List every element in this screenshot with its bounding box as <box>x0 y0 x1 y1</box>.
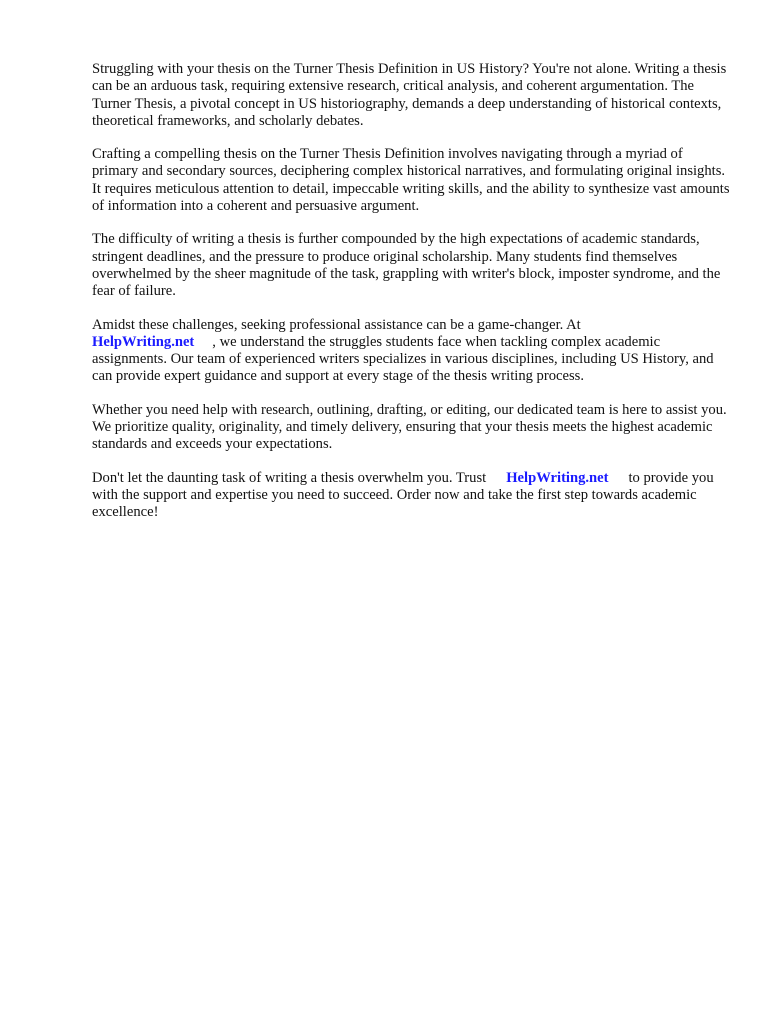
helpwriting-link[interactable]: HelpWriting.net <box>92 333 195 350</box>
helpwriting-link-closing[interactable]: HelpWriting.net <box>506 469 609 486</box>
paragraph-assistance <box>92 317 732 386</box>
document-body <box>92 61 732 538</box>
paragraph-intro: Struggling with your thesis on the Turner Thesis Definition in US History? You're not alone. Writing a thesis can be an arduous task, requiring extensive research, critical analysis, and coherent argumentation. The Turner Thesis, a pivotal concept in US historiography, demands a deep understanding of historical contexts, theoretical frameworks, and scholarly debates. <box>92 61 727 129</box>
paragraph-assistance-text-after: , we understand the struggles students face when tackling complex academic assignments. Our team of experienced writers specializes in various disciplines, including US History, and can provide expert guidance and support at every stage of the thesis writing process. <box>92 333 714 385</box>
paragraph-difficulty: The difficulty of writing a thesis is further compounded by the high expectations of academic standards, stringent deadlines, and the pressure to produce original scholarship. Many students find themselves overwhelmed by the sheer magnitude of the task, grappling with writer's block, imposter syndrome, and the fear of failure. <box>92 231 721 300</box>
paragraph-assistance-text-before: Amidst these challenges, seeking professional assistance can be a game-changer. At <box>92 316 581 333</box>
paragraph-closing-text-before: Don't let the daunting task of writing a thesis overwhelm you. Trust <box>92 469 487 486</box>
paragraph-crafting: Crafting a compelling thesis on the Turner Thesis Definition involves navigating through a myriad of primary and secondary sources, deciphering complex historical narratives, and formulating original insights. It requires meticulous attention to detail, impeccable writing skills, and the ability to synthesize vast amounts of information into a coherent and persuasive argument. <box>92 146 730 215</box>
paragraph-closing <box>92 470 732 522</box>
paragraph-services: Whether you need help with research, outlining, drafting, or editing, our dedicated team is here to assist you. We prioritize quality, originality, and timely delivery, ensuring that your thesis meets the highest academic standards and exceeds your expectations. <box>92 401 727 453</box>
paragraph-closing-text-after: to provide you with the support and expertise you need to succeed. Order now and take the first step towards academic excellence! <box>92 469 714 521</box>
